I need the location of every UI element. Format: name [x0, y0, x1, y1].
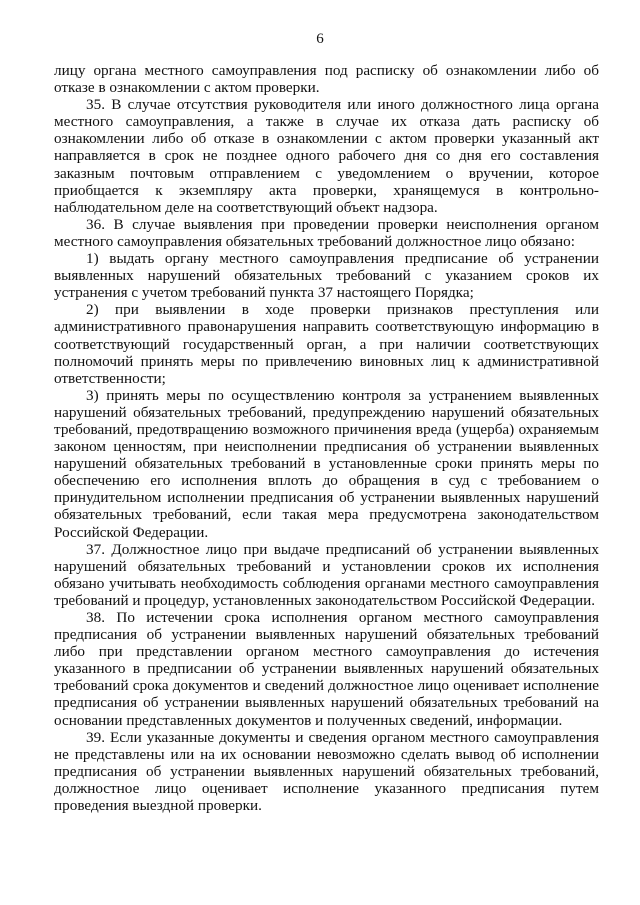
- document-body: [54, 62, 599, 814]
- paragraph-36-item-3: 3) принять меры по осуществлению контроля за устранением выявленных нарушений обязательных требований, предупреждению нарушений обязательных требований, предотвращению возможного причинения вреда (ущерба) охраняемым законом ценностям, при неисполнении предписания об устранении выявленных нарушений обязательных требований в установленные сроки принять меры по обеспечению его исполнения вплоть до обращения в суд с требованием о принудительном исполнении предписания об устранении выявленных нарушений обязательных требований, если такая мера предусмотрена законодательством Российской Федерации.: [54, 386, 599, 541]
- paragraph-35: 35. В случае отсутствия руководителя или иного должностного лица органа местного самоуправления, а также в случае их отказа дать расписку об ознакомлении либо об отказе в ознакомлении с актом проверки указанный акт направляется в срок не позднее одного рабочего дня со дня его составления заказным почтовым отправлением с уведомлением о вручении, которое приобщается к экземпляру акта проверки, хранящемуся в контрольно-наблюдательном деле на соответствующий объект надзора.: [54, 96, 599, 216]
- paragraph-39: 39. Если указанные документы и сведения органом местного самоуправления не представлены или на их основании невозможно сделать вывод об исполнении предписания об устранении выявленных нарушений обязательных требований, должностное лицо оценивает исполнение указанного предписания путем проведения выездной проверки.: [54, 728, 599, 815]
- paragraph-continuation: лицу органа местного самоуправления под расписку об ознакомлении либо об отказе в ознакомлении с актом проверки.: [54, 62, 599, 97]
- paragraph-36-item-1: 1) выдать органу местного самоуправления предписание об устранении выявленных нарушений обязательных требований с указанием сроков их устранения с учетом требований пункта 37 настоящего Порядка;: [54, 250, 599, 302]
- paragraph-37: 37. Должностное лицо при выдаче предписаний об устранении выявленных нарушений обязательных требований и установлении сроков их исполнения обязано учитывать необходимость соблюдения органами местного самоуправления требований и процедур, установленных законодательством Российской Федерации.: [54, 540, 599, 609]
- paragraph-36-item-2: 2) при выявлении в ходе проверки признаков преступления или административного правонарушения направить соответствующую информацию в соответствующий государственный орган, а при наличии соответствующих полномочий принять меры по привлечению виновных лиц к административной ответственности;: [54, 301, 599, 387]
- page-number: 6: [316, 31, 324, 47]
- paragraph-38: 38. По истечении срока исполнения органом местного самоуправления предписания об устранении выявленных нарушений обязательных требований либо при представлении органом местного самоуправления до истечения указанного в предписании об устранении выявленных нарушений обязательных требований срока документов и сведений должностное лицо оценивает исполнение предписания об устранении выявленных нарушений обязательных требований на основании представленных документов и полученных сведений, информации.: [54, 609, 599, 729]
- paragraph-36: 36. В случае выявления при проведении проверки неисполнения органом местного самоуправления обязательных требований должностное лицо обязано:: [54, 215, 599, 250]
